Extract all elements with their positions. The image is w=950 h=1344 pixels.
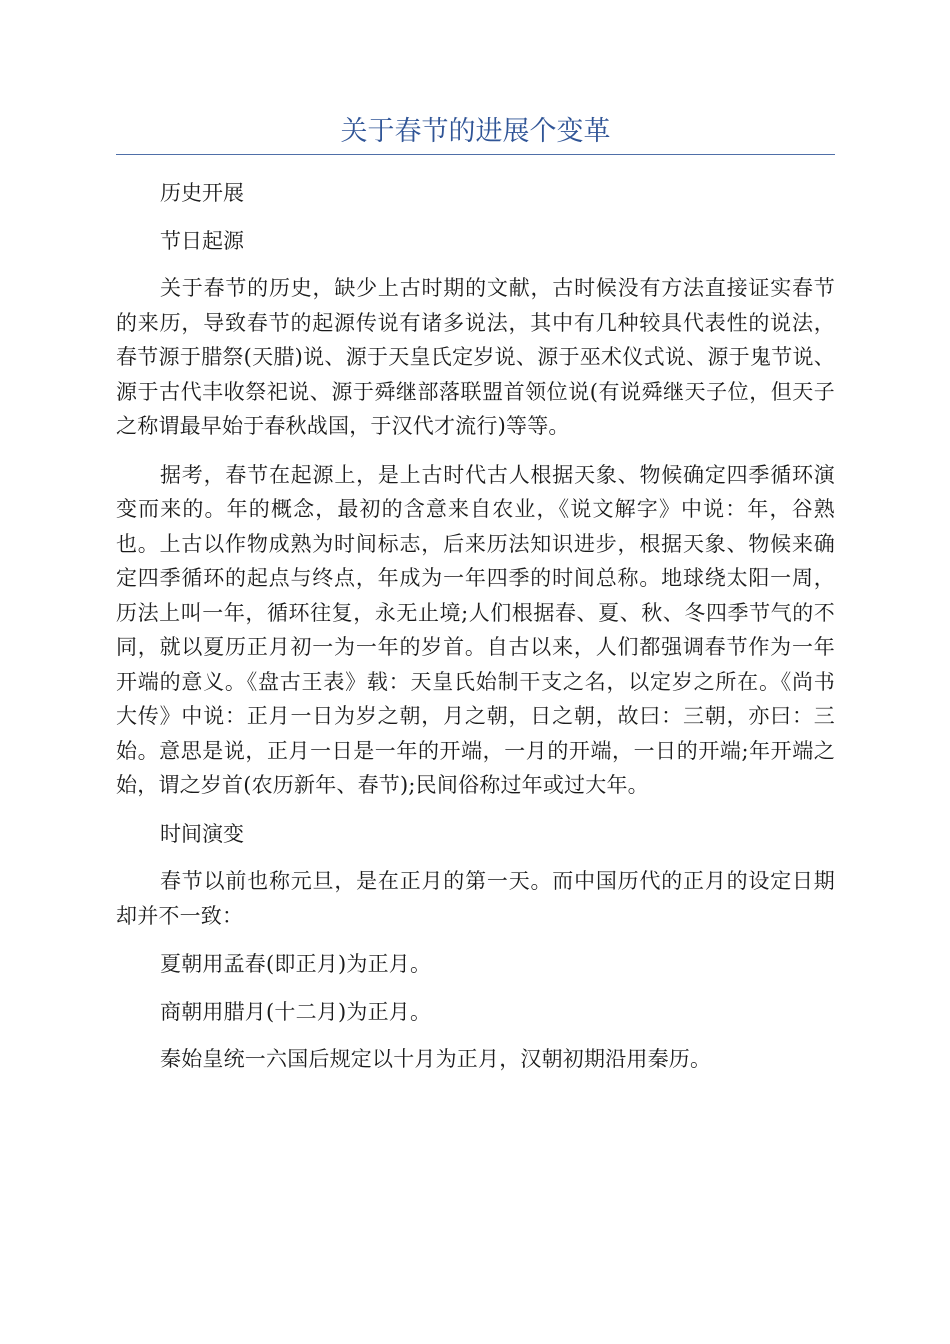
paragraph-evolution-intro: 春节以前也称元旦，是在正月的第一天。而中国历代的正月的设定日期却并不一致： <box>116 869 835 928</box>
subsection-heading-evolution: 时间演变 <box>160 821 244 846</box>
paragraph-origin-legends: 关于春节的历史，缺少上古时期的文献，古时候没有方法直接证实春节的来历，导致春节的起源传说有诸多说法，其中有几种较具代表性的说法，春节源于腊祭(天腊)说、源于天皇氏定岁说、源于巫术仪式说、源于鬼节说、源于古代丰收祭祀说、源于舜继部落联盟首领位说(有说舜继天子位，但天子之称谓最早始于春秋战国，于汉代才流行)等等。 <box>116 276 835 438</box>
paragraph-qin-dynasty: 秦始皇统一六国后规定以十月为正月，汉朝初期沿用秦历。 <box>160 1047 712 1071</box>
section-heading-history: 历史开展 <box>160 181 244 205</box>
title-underline <box>116 154 835 155</box>
paragraph-xia-dynasty: 夏朝用孟春(即正月)为正月。 <box>160 952 432 976</box>
document-body <box>116 176 835 1090</box>
paragraph-shang-dynasty: 商朝用腊月(十二月)为正月。 <box>160 999 432 1024</box>
subsection-heading-origin: 节日起源 <box>160 228 244 253</box>
paragraph-origin-astronomy: 据考，春节在起源上，是上古时代古人根据天象、物候确定四季循环演变而来的。年的概念，最初的含意来自农业，《说文解字》中说：年，谷熟也。上古以作物成熟为时间标志，后来历法知识进步，根据天象、物候来确定四季循环的起点与终点，年成为一年四季的时间总称。地球绕太阳一周，历法上叫一年，循环往复，永无止境;人们根据春、夏、秋、冬四季节气的不同，就以夏历正月初一为一年的岁首。自古以来，人们都强调春节作为一年开端的意义。《盘古王表》载：天皇氏始制干支之名，以定岁之所在。《尚书大传》中说：正月一日为岁之朝，月之朝，日之朝，故曰：三朝，亦曰：三始。意思是说，正月一日是一年的开端，一月的开端，一日的开端;年开端之始，谓之岁首(农历新年、春节);民间俗称过年或过大年。 <box>116 462 835 797</box>
document-title: 关于春节的进展个变革 <box>340 116 611 147</box>
